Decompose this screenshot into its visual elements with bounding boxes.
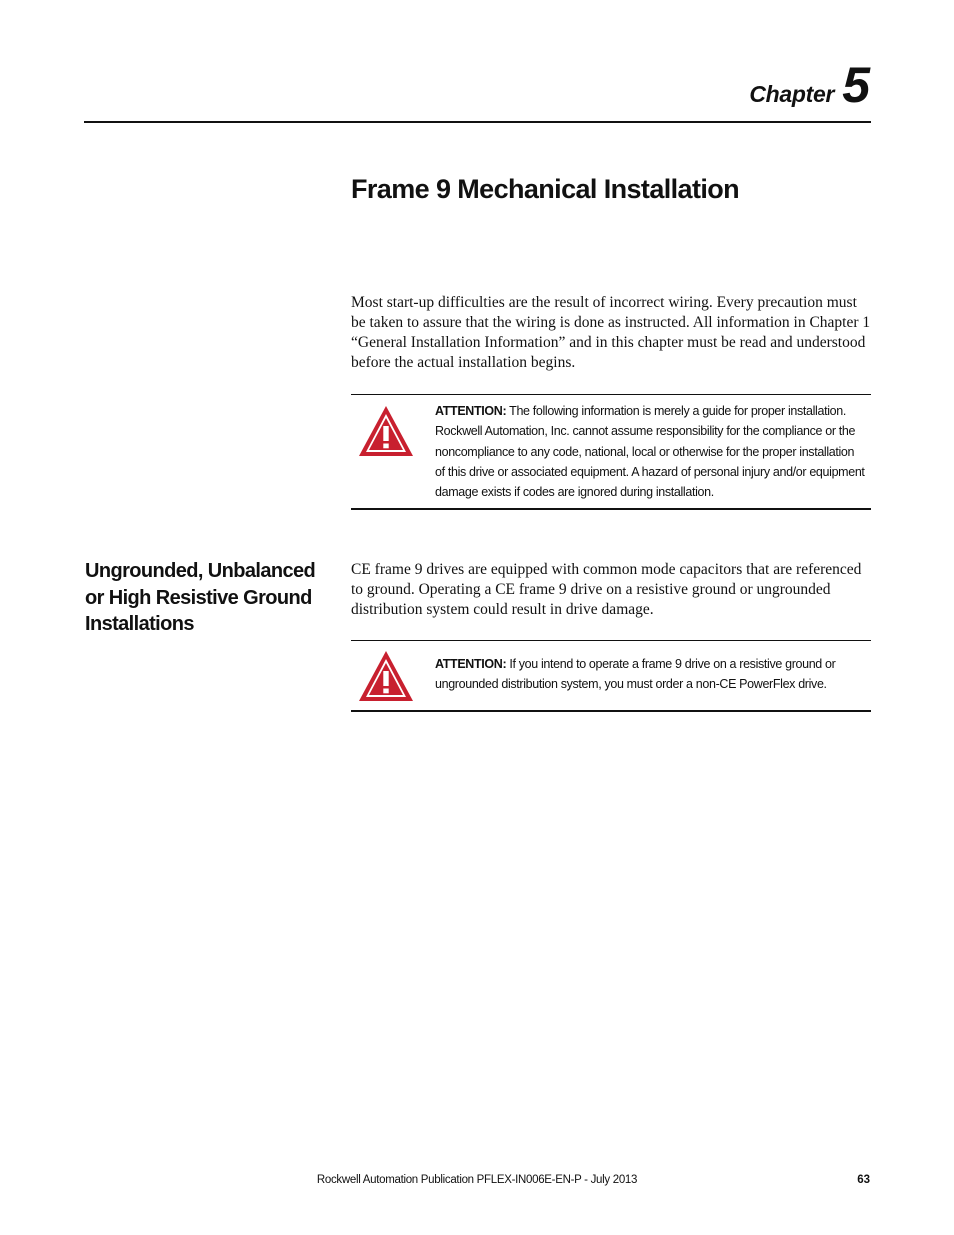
intro-paragraph: Most start-up difficulties are the result of incorrect wiring. Every precaution must be taken to assure that the wiring is done as instructed. All information in Chapter 1 “General Installation Information” and in this chapter must be read and understood before the actual installation begins. xyxy=(351,294,871,371)
section-heading: Ungrounded, Unbalanced or High Resistive Ground Installations xyxy=(85,560,316,635)
page-number: 63 xyxy=(857,1174,870,1186)
attention-label: ATTENTION: xyxy=(435,657,507,671)
warning-triangle-icon xyxy=(358,650,414,702)
page-title: Frame 9 Mechanical Installation xyxy=(351,174,740,204)
attention-message: If you intend to operate a frame 9 drive on a resistive ground or ungrounded distribution system, you must order a non-CE PowerFlex drive. xyxy=(435,657,836,692)
warning-triangle-icon xyxy=(358,405,414,457)
chapter-header xyxy=(749,57,870,113)
attention-label: ATTENTION: xyxy=(435,404,507,418)
attention-box xyxy=(351,640,871,712)
attention-text xyxy=(435,654,865,695)
attention-box xyxy=(351,394,871,510)
attention-message: The following information is merely a guide for proper installation. Rockwell Automation, Inc. cannot assume responsibility for the compliance or the noncompliance to any code, national, local or otherwise for the proper installation of this drive or associated equipment. A hazard of personal injury and/or equipment damage exists if codes are ignored during installation. xyxy=(435,404,865,500)
attention-text xyxy=(435,401,865,502)
footer-publication: Rockwell Automation Publication PFLEX-IN006E-EN-P - July 2013 xyxy=(316,1174,638,1186)
chapter-number: 5 xyxy=(842,57,870,113)
chapter-label: Chapter xyxy=(749,81,835,107)
section-paragraph: CE frame 9 drives are equipped with common mode capacitors that are referenced to ground. Operating a CE frame 9 drive on a resistive ground or ungrounded distribution system could result in drive damage. xyxy=(351,561,862,618)
chapter-divider xyxy=(84,121,871,123)
